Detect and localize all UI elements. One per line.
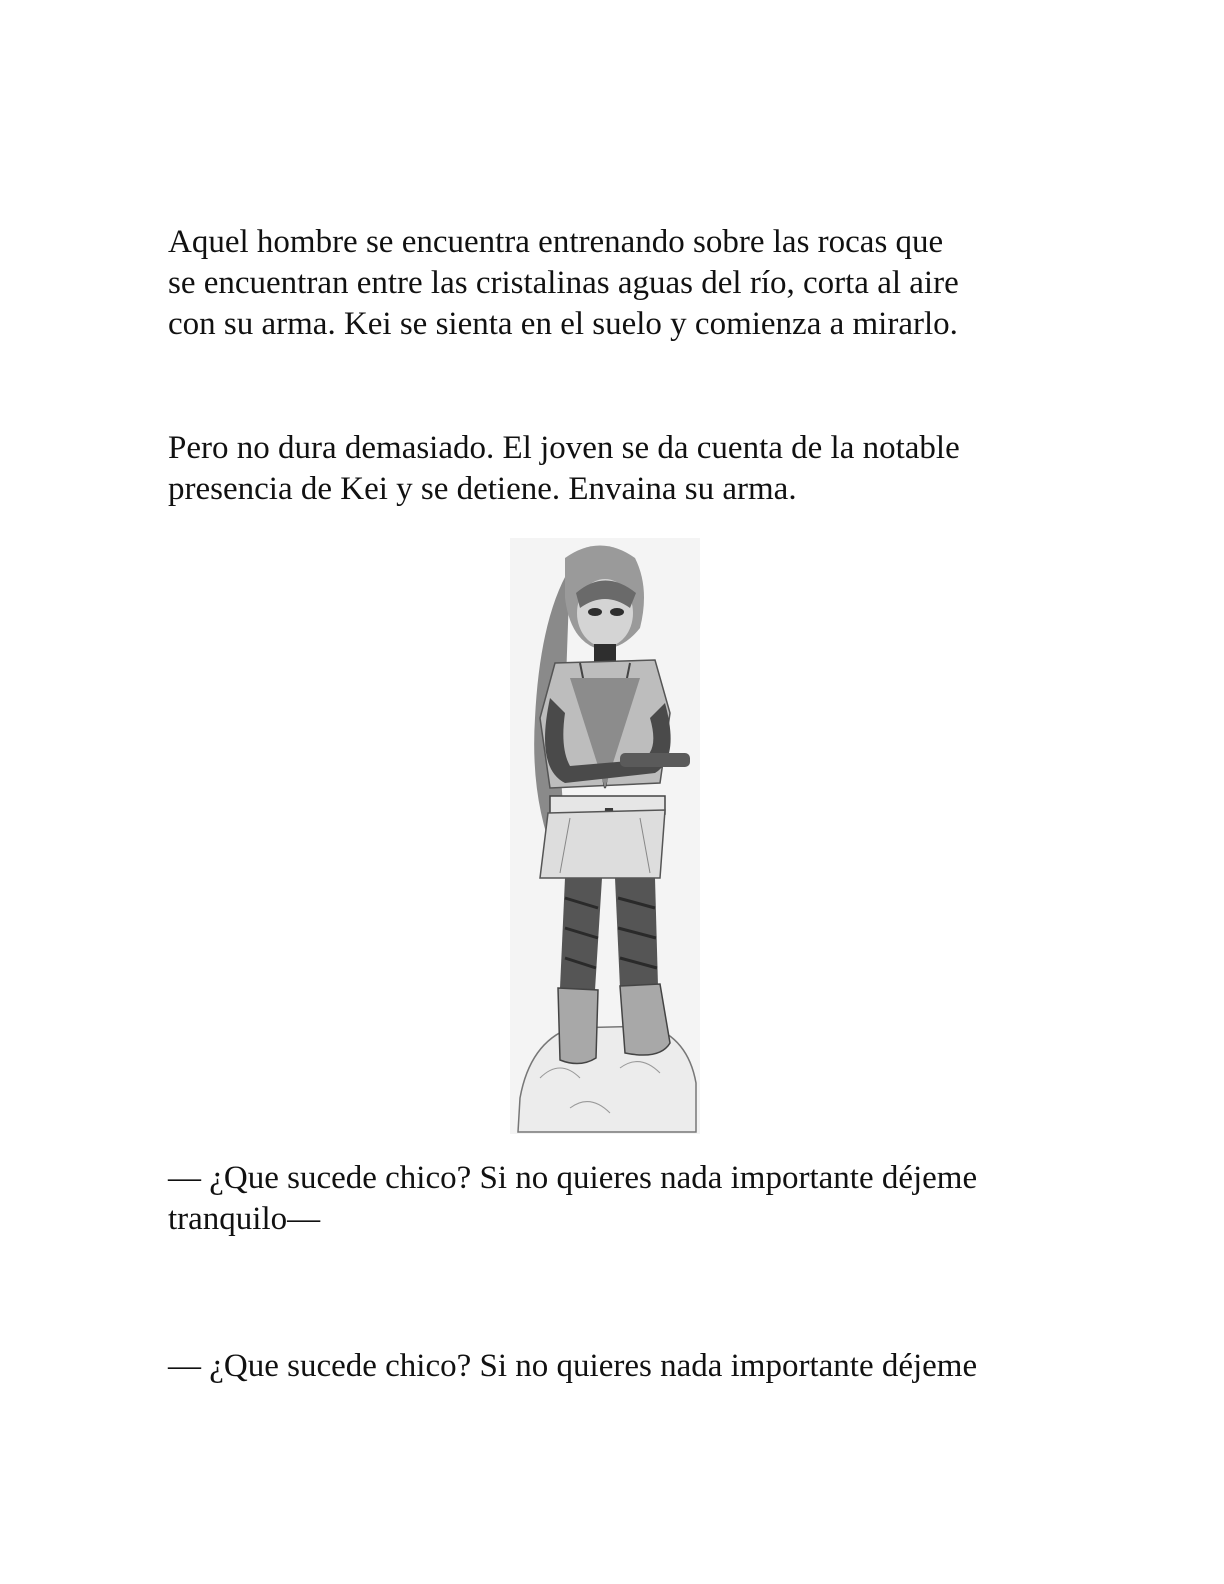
paragraph-2: Pero no dura demasiado. El joven se da cuenta de la notable presencia de Kei y se detiene. Envaina su arma. (168, 430, 960, 507)
character-illustration (510, 538, 700, 1134)
paragraph-1: Aquel hombre se encuentra entrenando sobre las rocas que se encuentran entre las cristalinas aguas del río, corta al aire con su arma. Kei se sienta en el suelo y comienza a mirarlo. (168, 224, 959, 342)
paragraph-4: — ¿Que sucede chico? Si no quieres nada importante déjeme (168, 1348, 978, 1384)
paragraph-3: — ¿Que sucede chico? Si no quieres nada importante déjeme tranquilo— (168, 1160, 978, 1237)
standing-warrior-figure-icon (510, 538, 700, 1134)
